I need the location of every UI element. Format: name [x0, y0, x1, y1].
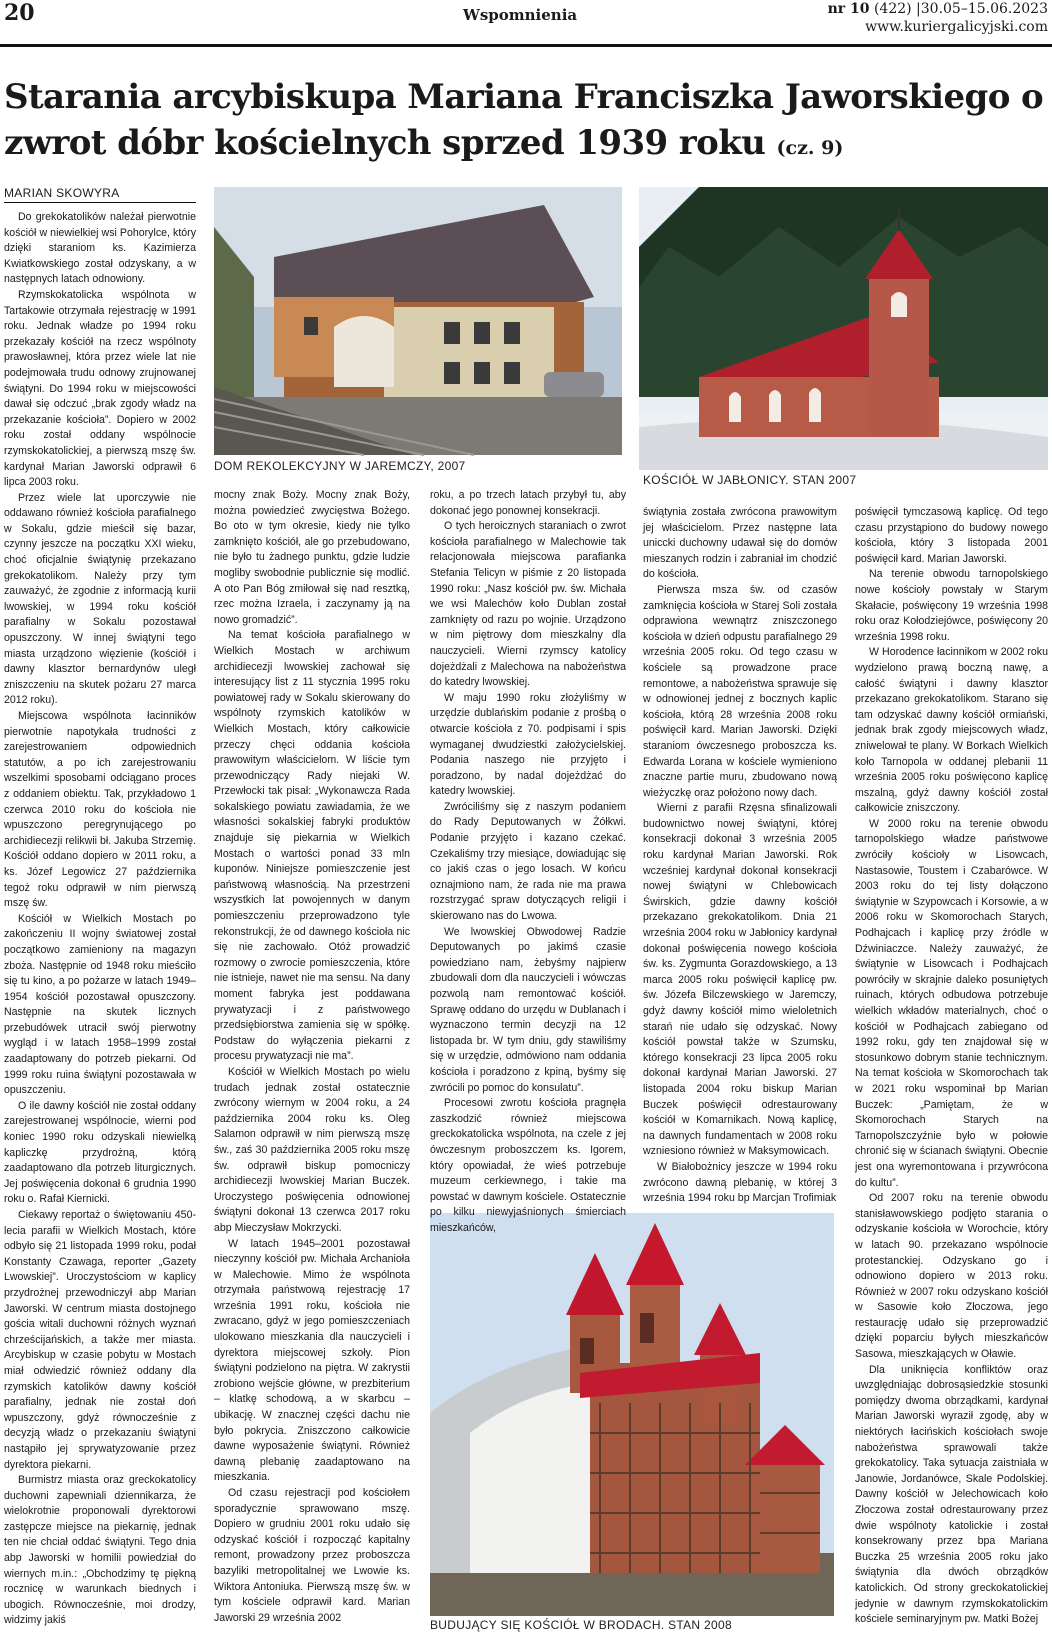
paragraph: W 2000 roku na terenie obwodu tarnopolskiego władze państwowe zwróciły kościoły w Lisowcach, Nastasowie, Toustem i Czabarówce. W 2003 roku do tej listy dołączono świątynie w Szypowcach i Korsowie, a w 2006 roku w Skomorochach Starych, Podhajcach i kaplicę przy źródle w Dźwiniaczce. Należy zauważyć, że świątynie w Lisowcach i Podhajcach powróciły w skrajnie daleko posuniętych ruinach, których odbudowa potrzebuje wielkich wkładów materialnych, choć o kościół w Podhajcach zabiegano od 1992 roku, gdy ten znajdował się w stosunkowo dobrym stanie technicznym. Na temat kościoła w Skomorochach tak w 2021 roku wspominał bp Marian Buczek: „Pamiętam, że w Skomorochach Starych na Tarnopolszczyźnie było w połowie chronić się w ścianach świątyni. Obecnie jest ona wyremontowana i przywrócona do kultu”.: [855, 817, 1048, 1189]
paragraph: Od czasu rejestracji pod kościołem sporadycznie sprawowano mszę. Dopiero w grudniu 2001 roku udało się odzyskać kościół i rozpocząć kapitalny remont, prowadzony przez proboszcza bazyliki metropolitalnej we Lwowie ks. Wiktora Antoniuka. Pierwszą mszę św. w tym kościele odprawił kard. Marian Jaworski 29 września 2002: [214, 1487, 410, 1624]
paragraph: Burmistrz miasta oraz greckokatolicy duchowni zapewniali dziennikarza, że wielokrotnie proponowali dyrektorowi zastępcze miejsce na piekarnię, jednak ten nie chciał oddać świątyni. Tego dnia abp Jaworski w homilii powiedział do wiernych m.in.: „Obchodzimy tę piękną rocznicę w warunkach biednych i ubogich. Równocześnie, moi drodzy, widzimy jakiś: [4, 1474, 196, 1627]
article-title: [4, 74, 1048, 171]
photo-caption: KOŚCIÓŁ W JABŁONICY. STAN 2007: [643, 473, 857, 487]
paragraph: W Horodence łacinnikom w 2002 roku wydzielono prawą boczną nawę, a całość świątyni i dawny klasztor przekazano grekokatolikom. Starano się tam odzyskać dawny kościół ormiański, jednak brak zgody miejscowych władz, zniwelował te plany. W Borkach Wielkich koło Tarnopola w oddanej plebanii 11 września 2005 roku poświęcono kaplicę mszalną, gdyż dawny kościół został całkowicie zniszczony.: [855, 646, 1048, 815]
paragraph: Na temat kościoła parafialnego w Wielkich Mostach w archiwum archidiecezji lwowskiej zachował się interesujący list z 11 stycznia 1995 roku powiatowej rady w Sokalu skierowany do wspólnoty rzymskich katolików w Wielkich Mostach, który całkowicie przeczy chęci oddania kościoła prawowitym właścicielom. W liście tym przewodniczący Rady niejaki W. Przewłocki tak pisał: „Wykonawcza Rada sokalskiego powiatu zawiadamia, że we własności sokalskiej fabryki produktów znajduje się piekarnia w Wielkich Mostach o wartości ponad 33 mln kuponów. Niniejsze pomieszczenie jest państwową własnością. Na przestrzeni wszystkich lat powojennych w danym pomieszczeniu przeprowadzono tyle rekonstrukcji, że od dawnego kościoła nic się nie zachowało. Otóż prowadzić rozmowy o zwrocie pomieszczenia, które nie istnieje, nawet nie ma sensu. Na dany moment fabryka jest poddawana prywatyzacji i z państwowego przedsiębiorstwa zamienia się w spółkę. Podstaw do wyłączenia piekarni z procesu prywatyzacji nie ma”.: [214, 629, 410, 1063]
section-name: Wspomnienia: [463, 6, 578, 24]
paragraph: We lwowskiej Obwodowej Radzie Deputowanych po jakimś czasie powiedziano nam, żebyśmy najpierw zbudowali dom dla nauczycieli i wówczas pozwolą nam remontować kościół. Sprawę oddano do urzędu w Dublanach i wyznaczono termin decyzji na 12 listopada br. W tym dniu, gdy stawiliśmy się w urzędzie, odmówiono nam oddania kościoła i poradzono z kpiną, byśmy się zwrócili po pomoc do konsulatu”.: [430, 925, 626, 1094]
issue-meta: (422) |30.05–15.06.2023: [869, 1, 1048, 17]
page-header: [0, 0, 1052, 48]
paragraph: Rzymskokatolicka wspólnota w Tartakowie otrzymała rejestrację w 1991 roku. Jednak władze po 1994 roku przekazały kościół na rzecz wspólnoty prawosławnej, która przez wiele lat nie podejmowała trudu odnowy zrujnowanej świątyni. Do 1994 roku w miejscowości dawał się odczuć „brak zgody władz na przekazanie kościoła”. Dopiero w 2002 roku został oddany wspólnocie rzymskokatolickiej, a pierwszą mszę św. kardynał Marian Jaworski odprawił 6 lipca 2003 roku.: [4, 288, 196, 489]
header-rule: [0, 44, 1052, 47]
text-column-1: [4, 210, 196, 1636]
paragraph: Wierni z parafii Rzęsna sfinalizowali budownictwo nowej świątyni, której konsekracji dokonał 3 września 2005 roku kardynał Marian Jaworski. Rok wcześniej kardynał dokonał konsekracji nowej świątyni w Chlebowicach Świrskich, gdzie dawny kościół przekazano grekokatolikom. Dnia 21 września 2004 roku w Jabłonicy kardynał dokonał poświęcenia nowego kościoła św. ks. Zygmunta Gorazdowskiego, a 13 marca 2005 roku poświęcił kaplicę pw. św. Józefa Bilczewskiego w Jaremczy, gdyż dawny kościół mimo wieloletnich starań nie udało się odzyskać. Nowy kościół powstał także w Szumsku, którego konsekracji 23 lipca 2005 roku dokonał kardynał Marian Jaworski. 27 listopada 2004 roku biskup Marian Buczek poświęcił odrestaurowany kościół w Komarnikach. Nową kaplicę, na dawnych fundamentach w 2008 roku wzniesiono również w Maksymowicach.: [643, 802, 837, 1158]
photo-retreat-house: [214, 187, 622, 455]
photo-church-brody: [430, 1213, 834, 1616]
paragraph: mocny znak Boży. Mocny znak Boży, można powiedzieć zwycięstwa Bożego. Bo oto w tym okresie, kiedy nie tylko zamknięto kościół, ale go przebudowano, nie było tu żadnego punktu, gdzie ludzie mogliby swobodnie publicznie się modlić. A oto Pan Bóg zmiłował się nad resztką, rzec można Izraela, i zaczynamy ją na nowo gromadzić”.: [214, 489, 410, 626]
article-part: (cz. 9): [776, 137, 844, 159]
photo-caption: BUDUJĄCY SIĘ KOŚCIÓŁ W BRODACH. STAN 2008: [430, 1618, 732, 1632]
paragraph: Zwróciliśmy się z naszym podaniem do Rady Deputowanych w Żółkwi. Podanie przyjęto i kazano czekać. Czekaliśmy trzy miesiące, dowiadując się co jakiś czas o jego losach. W końcu oznajmiono nam, że rada nie ma prawa rozstrzygać spraw dotyczących religii i skierowano nas do Lwowa.: [430, 800, 626, 923]
issue-info: [828, 0, 1048, 36]
paragraph: W Białobożnicy jeszcze w 1994 roku zwrócono dawną plebanię, w której 3 września 1994 roku bp Marcjan Trofimiak: [643, 1160, 837, 1205]
text-column-5: [855, 505, 1048, 1636]
article-title-text: Starania arcybiskupa Mariana Franciszka Jaworskiego o zwrot dóbr kościelnych sprzed 1939 roku: [4, 77, 1044, 163]
paragraph: O tych heroicznych staraniach o zwrot kościoła parafialnego w Malechowie tak relacjonowała miejscowa parafianka Stefania Telicyn w piśmie z 20 listopada 1990 roku: „Nasz kościół pw. św. Michała we wsi Malechów koło Dublan został zamknięty od razu po wojnie. Urządzono w nim piętrowy dom mieszkalny dla nauczycieli. Wierni rzymscy katolicy dojeżdżali z Malechowa na nabożeństwa do katedry lwowskiej.: [430, 520, 626, 689]
photo-church-jablonica: [639, 187, 1048, 470]
paragraph: W maju 1990 roku złożyliśmy w urzędzie dublańskim podanie z prośbą o otwarcie kościoła z 70. podpisami i spis wymaganej dwudziestki założycielskiej. Podania naszego nie przyjęto i poradzono, by nadal dojeżdżać do katedry lwowskiej.: [430, 691, 626, 798]
photo-caption: DOM REKOLEKCYJNY W JAREMCZY, 2007: [214, 459, 466, 473]
author-rule: [4, 202, 196, 203]
website: www.kuriergalicyjski.com: [865, 19, 1048, 35]
paragraph: roku, a po trzech latach przybył tu, aby dokonać jego ponownej konsekracji.: [430, 489, 626, 517]
paragraph: Pierwsza msza św. od czasów zamknięcia kościoła w Starej Soli została odprawiona wewnątrz zniszczonego kościoła w dzień odpustu parafialnego 29 września 2005 roku. Od tego czasu w kościele są prowadzone prace remontowe, a nabożeństwa sprawuje się w odnowionej jednej z bocznych kaplic kościoła, którą 28 września 2008 roku poświęcił kard. Marian Jaworski. Dzięki staraniom ówczesnego proboszcza ks. Edwarda Lorana w kościele wymieniono znaczne partie muru, zbudowano nową wieżyczkę oraz położono nowy dach.: [643, 583, 837, 799]
paragraph: Procesowi zwrotu kościoła pragnęła zaszkodzić również miejscowa greckokatolicka wspólnota, na czele z jej ówczesnym proboszczem ks. Igorem, który opowiadał, że wieś potrzebuje muzeum cerkiewnego, i takie ma powstać w dawnym kościele. Ostatecznie po kilku niewyjaśnionych śmierciach mieszkańców,: [430, 1097, 626, 1234]
page-number: 20: [4, 0, 35, 26]
paragraph: Od 2007 roku na terenie obwodu stanisławowskiego podjęto starania o odzyskanie kościoła w Worochcie, który w latach 90. przekazano wspólnocie protestanckiej. Odzyskano go i odnowiono dopiero w 2013 roku. Również w 2007 roku odzyskano kościół w Sasowie koło Złoczowa, jego restaurację udało się przeprowadzić dzięki poparciu byłych mieszkańców Sasowa, mieszkających w Oławie.: [855, 1192, 1048, 1361]
paragraph: Dla uniknięcia konfliktów oraz uwzględniając dobrosąsiedzkie stosunki pomiędzy dwoma obrządkami, kardynał Marian Jaworski wyraził zgodę, aby w niektórych łacińskich kościołach swoje nabożeństwa sprawowali także grekokatolicy. Taka sytuacja zaistniała w Janowie, Jordanówce, Skale Podolskiej. Dawny kościół w Jelechowicach koło Złoczowa został odrestaurowany przez dwie wspólnoty katolickie i został konsekrowany przez bpa Mariana Buczka 25 września 2005 roku jako świątynia dla dwóch obrządków katolickich. Od strony greckokatolickiej jedynie w dawnym rzymskokatolickim kościele seminaryjnym pw. Matki Bożej: [855, 1363, 1048, 1626]
text-column-4: [643, 505, 837, 1210]
paragraph: Kościół w Wielkich Mostach po wielu trudach jednak został ostatecznie zwrócony wiernym w 2004 roku, a 24 października 2004 roku ks. Oleg Salamon odprawił w nim pierwszą mszę św., zaś 30 października 2005 roku mszę św. odprawił biskup pomocniczy archidiecezji lwowskiej Marian Buczek. Uroczystego poświęcenia odnowionej świątyni dokonał 13 czerwca 2017 roku abp Mieczysław Mokrzycki.: [214, 1065, 410, 1234]
paragraph: Miejscowa wspólnota łacinników pierwotnie napotykała trudności z zarejestrowaniem odpowiednich statutów, a po ich zarejestrowaniu wszelkimi sposobami odciągano proces z oddaniem obiektu. Tak, przykładowo 1 czerwca 2010 roku do kościoła nie wpuszczono peregrynującego po archidiecezji relikwii bł. Jakuba Strzemię. Kościół oddano dopiero w 2011 roku, a ks. Józef Legowicz 27 października tegoż roku odprawił w nim pierwszą mszę św.: [4, 710, 196, 910]
paragraph: Kościół w Wielkich Mostach po zakończeniu II wojny światowej został początkowo zamieniony na magazyn zboża. Następnie od 1948 roku mieściło się tu kino, a po pożarze w latach 1949–1954 kościół pozostawał opuszczony. Następnie na skutek licznych przebudówek utracił swój pierwotny wygląd i w latach 1958–1999 został zaadaptowany do potrzeb piekarni. Od 1999 roku ruina świątyni pozostawała w opuszczeniu.: [4, 912, 196, 1097]
paragraph: Ciekawy reportaż o świętowaniu 450-lecia parafii w Wielkich Mostach, które odbyło się 21 listopada 1999 roku, podał Konstanty Czawaga, reporter „Gazety Lwowskiej”. Uroczystościom w kaplicy przydrożnej przewodniczył abp Marian Jaworski. W centrum miasta dostojnego gościa witali duchowni różnych wyznań chrześcijańskich, a także mer miasta. Arcybiskup w czasie pobytu w Mostach miał odwiedzić również oddany dla rzymskich katolików dawny kościół parafialny, jednak nie został doń wpuszczony, gdyż równocześnie z decyzją władz o przekazaniu świątyni nastąpiło jej sprywatyzowanie przez dyrektora piekarni.: [4, 1209, 196, 1471]
author-byline: MARIAN SKOWYRA: [4, 186, 120, 200]
issue-number: nr 10: [827, 1, 870, 17]
paragraph: poświęcił tymczasową kaplicę. Od tego czasu przystąpiono do budowy nowego kościoła, który 3 listopada 2001 poświęcił kard. Marian Jaworski.: [855, 506, 1048, 565]
paragraph: O ile dawny kościół nie został oddany zarejestrowanej wspólnocie, wierni pod koniec 1990 roku odzyskali niewielką kapliczkę przydrożną, którą zaadaptowano dla potrzeb liturgicznych. Jej poświęcenia dokonał 6 grudnia 1990 roku o. Rafał Kiernicki.: [4, 1099, 196, 1206]
text-column-3: [430, 488, 626, 1234]
paragraph: Przez wiele lat uporczywie nie oddawano również kościoła parafialnego w Sokalu, gdzie mieścił się bazar, czynny jeszcze na początku XXI wieku, choć oficjalnie świątynię przekazano grekokatolikom. Należy przy tym zauważyć, że zgodnie z informacją kurii lwowskiej, w 1994 roku kościół parafialny w Sokalu pozostawał opuszczony. W innej świątyni tego miasta urządzono więzienie (kościół i dawny klasztor bernardynów uległ zniszczeniu na skutek pożaru 27 marca 2012 roku).: [4, 491, 196, 707]
paragraph: świątynia została zwrócona prawowitym jej właścicielom. Przez następne lata uniccki duchowny udawał się do domów mieszanych rodzin i zabraniał im chodzić do kościoła.: [643, 506, 837, 581]
text-column-2: [214, 488, 410, 1636]
paragraph: Na terenie obwodu tarnopolskiego nowe kościoły powstały w Starym Skałacie, poświęcony 19 września 1998 roku oraz Kołodziejówce, poświęcony 20 września 1998 roku.: [855, 568, 1048, 643]
paragraph: Do grekokatolików należał pierwotnie kościół w niewielkiej wsi Pohorylce, który dzięki staraniom ks. Kazimierza Kwiatkowskiego został odzyskany, a w następnych latach odnowiony.: [4, 211, 196, 286]
paragraph: W latach 1945–2001 pozostawał nieczynny kościół pw. Michała Archanioła w Malechowie. Mimo że wspólnota otrzymała państwową rejestrację 17 września 1991 roku, kościoła nie zwracano, gdyż w jego pomieszczeniach ulokowano mieszkania dla nauczycieli i dyrektora miejscowej szkoły. Pion świątyni podzielono na piętra. W zakrystii zrobiono wejście główne, w prezbiterium – klatkę schodową, a w skarbcu – ubikację. W znacznej części dachu nie było pokrycia. Zniszczono całkowicie dawne wyposażenie świątyni. Również dawną plebanię zaadaptowano na mieszkania.: [214, 1237, 410, 1484]
